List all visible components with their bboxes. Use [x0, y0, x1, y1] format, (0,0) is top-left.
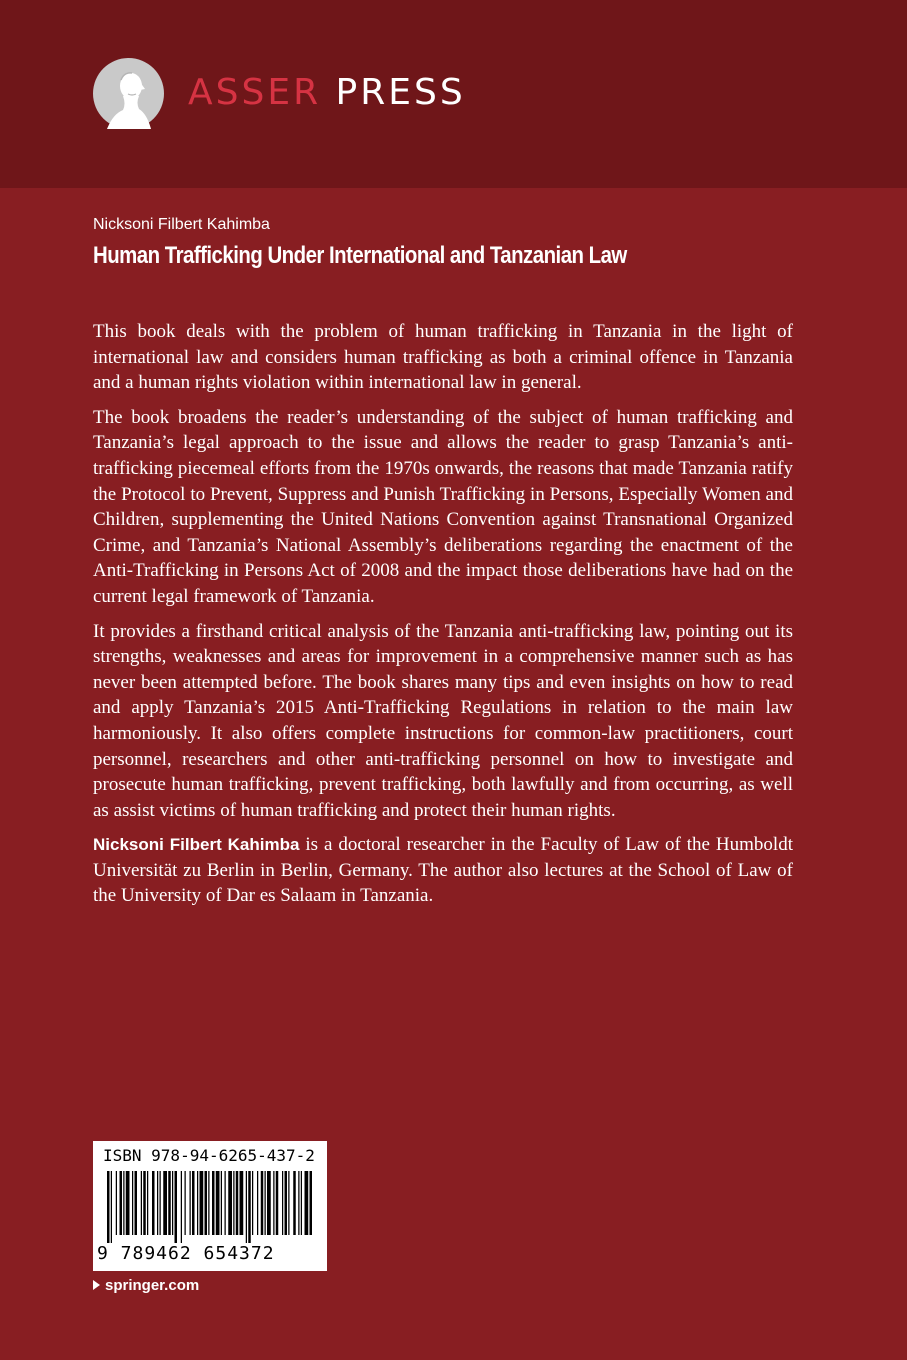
publisher-brand: [188, 70, 466, 116]
barcode-bar: [233, 1171, 234, 1235]
barcode-bar: [240, 1171, 244, 1235]
barcode-bar: [288, 1171, 289, 1235]
blurb-text: [93, 319, 793, 918]
barcode-bar: [267, 1171, 271, 1235]
barcode-bar: [120, 1171, 123, 1235]
blurb-paragraph-3: It provides a firsthand critical analysis of the Tanzania anti-trafficking law, pointing out its strengths, weaknesses and areas for improvement in a comprehensive manner such as has never been attempted before. The book shares many tips and even insights on how to read and apply Tanzania’s 2015 Anti-Trafficking Regulations in relation to the main law harmoniously. It also offers complete instructions for common-law practitioners, court personnel, researchers and other anti-trafficking personnel on how to investigate and prosecute human trafficking, prevent trafficking, both lawfully and from occurring, as well as assist victims of human trafficking and protect their human rights.: [93, 620, 793, 821]
brand-asser: ASSER: [188, 72, 322, 113]
barcode-bar: [172, 1171, 173, 1235]
barcode-bar: [185, 1171, 186, 1235]
website-link[interactable]: [93, 1276, 199, 1296]
barcode-bar: [228, 1171, 232, 1235]
barcode-bar: [181, 1171, 182, 1243]
website-text: springer.com: [105, 1277, 200, 1294]
barcode-bar: [246, 1171, 247, 1243]
barcode-bar: [160, 1171, 161, 1235]
publisher-header-band: [0, 0, 907, 188]
barcode-bar: [175, 1171, 178, 1243]
barcode-bar: [135, 1171, 138, 1235]
barcode-bar: [221, 1171, 222, 1235]
barcode-bar: [236, 1171, 239, 1235]
author-bio: [93, 832, 793, 909]
barcode-bar: [285, 1171, 288, 1235]
barcode-bar: [276, 1171, 279, 1235]
barcode-bar: [141, 1171, 142, 1235]
barcode-bar: [190, 1171, 191, 1235]
barcode-bar: [147, 1171, 148, 1235]
barcode-bar: [225, 1171, 226, 1235]
author-bio-name: Nicksoni Filbert Kahimba: [93, 835, 300, 855]
blurb-paragraph-2: The book broadens the reader’s understanding of the subject of human trafficking and Tanzania’s legal approach to the issue and allows the reader to grasp Tanzania’s anti-trafficking piecemeal efforts from the 1970s onwards, the reasons that made Tanzania ratify the Protocol to Prevent, Suppress and Punish Trafficking in Persons, Especially Women and Children, supplementing the United Nations Convention against Transnational Organized Crime, and Tanzania’s National Assembly’s deliberations regarding the enactment of the Anti-Trafficking in Persons Act of 2008 and the impact those deliberations have had on the current legal framework of Tanzania.: [93, 406, 793, 607]
barcode-bar: [157, 1171, 158, 1235]
isbn-barcode-box: [93, 1141, 327, 1271]
barcode-bar: [310, 1171, 313, 1235]
barcode-bar: [163, 1171, 167, 1235]
barcode-bar: [301, 1171, 302, 1235]
barcode-bar: [200, 1171, 204, 1235]
barcode-bar: [248, 1171, 251, 1243]
isbn-label: ISBN 978-94-6265-437-2: [103, 1146, 315, 1165]
barcode-bar: [197, 1171, 198, 1235]
barcode-bar: [252, 1171, 253, 1235]
barcode-bar: [111, 1171, 112, 1243]
barcode-bar: [152, 1171, 155, 1235]
barcode-bar: [212, 1171, 215, 1235]
barcode-bar: [208, 1171, 209, 1235]
barcode-bar: [123, 1171, 124, 1235]
barcode-icon: [101, 1171, 319, 1243]
portrait-medallion-icon: [93, 58, 164, 129]
barcode-bar: [192, 1171, 195, 1235]
barcode-bar: [257, 1171, 258, 1235]
barcode-bar: [273, 1171, 274, 1235]
barcode-digits: 9 789462 654372: [97, 1243, 275, 1264]
brand-press: PRESS: [335, 72, 466, 113]
blurb-paragraph-1: This book deals with the problem of human trafficking in Tanzania in the light of international law and considers human trafficking as both a criminal offence in Tanzania and a human rights violation within international law in general.: [93, 321, 793, 394]
barcode-bar: [107, 1171, 110, 1243]
barcode-bar: [126, 1171, 130, 1235]
barcode-bar: [293, 1171, 296, 1235]
barcode-bar: [216, 1171, 220, 1235]
barcode-bar: [143, 1171, 146, 1235]
barcode-bar: [298, 1171, 299, 1235]
barcode-bar: [205, 1171, 208, 1235]
book-title: Human Trafficking Under International and Tanzanian Law: [93, 242, 627, 269]
barcode-bar: [116, 1171, 117, 1235]
barcode-bar: [282, 1171, 283, 1235]
barcode-bar: [261, 1171, 264, 1235]
barcode-bar: [168, 1171, 171, 1235]
barcode-bar: [132, 1171, 133, 1235]
author-name: Nicksoni Filbert Kahimba: [93, 216, 270, 233]
triangle-right-icon: [93, 1280, 100, 1290]
author-bio-text: is a doctoral researcher in the Faculty of Law of the Humboldt Universität zu Berlin in Berlin, Germany. The author also lectures at the School of Law of the University of Dar es Salaam in Tanzania.: [93, 834, 793, 907]
barcode-bar: [265, 1171, 266, 1235]
barcode-bar: [305, 1171, 309, 1235]
